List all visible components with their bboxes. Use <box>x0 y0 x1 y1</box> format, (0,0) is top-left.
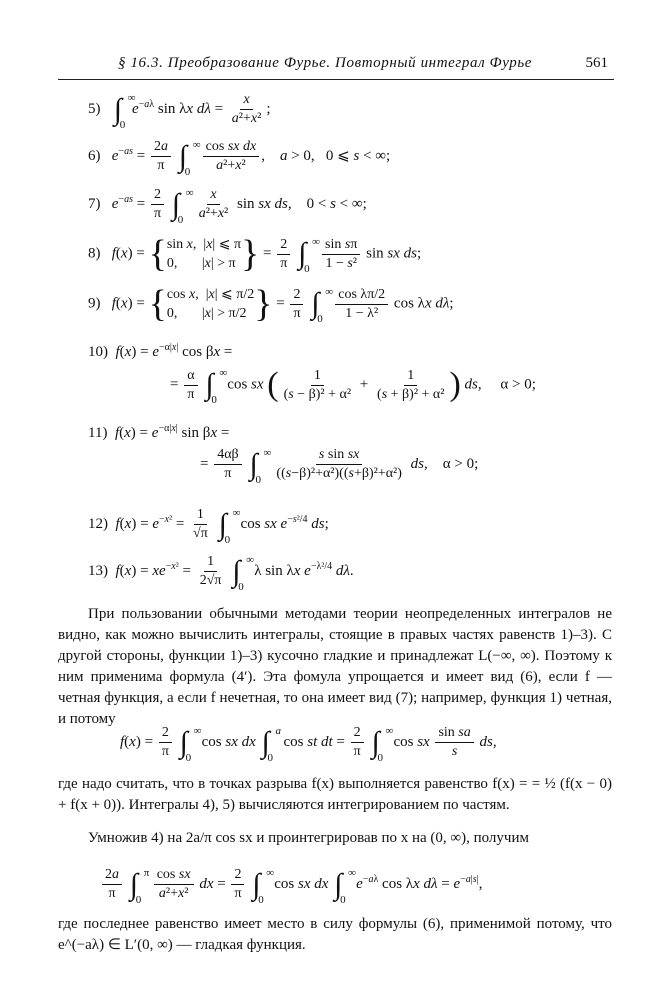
paragraph-3: Умножив 4) на 2a/π cos sx и проинтегрировав по x на (0, ∞), получим <box>88 830 529 846</box>
formula-11: 11) $f(x) = e^{-\alpha|x|}$ sin βx = <box>88 423 230 441</box>
formula-label: 10) <box>88 344 108 360</box>
page-number: 561 <box>585 55 608 71</box>
formula-label: 7) <box>88 195 101 212</box>
display-formula-1: f(x) = $\frac{2}{\pi}$ ∫ ∞ 0 cos sx dx ∫ a 0 cos st dt = $\frac{2}{\pi}$ ∫ ∞ 0 cos sx $\frac{\text{sin sa}}{s}$ ds, <box>120 724 497 764</box>
formula-6: 6) $e^{-as}$ = $\frac{2a}{\pi}$ ∫ ∞ 0 $\frac{\text{cos sx dx}}{\text{a²+x²}}$ , a > 0, 0 ⩽ s < ∞; <box>88 138 391 178</box>
formula-5: 5) ∫ ∞ 0 $e^{-a\lambda}$ sin λx dλ = $\frac{x}{\text{a²+x²}}$ ; <box>88 91 271 131</box>
formula-10-cont: = $\frac{\alpha}{\pi}$ ∫ ∞ 0 cos sx ( $\frac{1}{\text{(s − β)² + α²}}$ + $\frac{1}{\text{(s + β)² + α²}}$ ) ds, α > 0; <box>170 366 536 406</box>
running-title: § 16.3. Преобразование Фурье. Повторный интеграл Фурье <box>118 55 533 71</box>
formula-label: 5) <box>88 100 101 117</box>
formula-7: 7) $e^{-as}$ = $\frac{2}{\pi}$ ∫ ∞ 0 $\frac{x}{\text{a²+x²}}$ sin sx ds, 0 < s < ∞; <box>88 186 367 226</box>
formula-label: 12) <box>88 515 108 532</box>
display-formula-2: $\frac{2a}{\pi}$ ∫ π 0 $\frac{\text{cos sx}}{\text{a²+x²}}$ dx = $\frac{2}{\pi}$ ∫ ∞ 0 cos sx dx ∫ ∞ 0 $e^{-a\lambda}$ cos λx $d\lambda = e^{-a|s|}$, <box>100 868 482 901</box>
formula-label: 13) <box>88 562 108 579</box>
page-header <box>58 55 614 80</box>
paragraph-4: где последнее равенство имеет место в силу формулы (6), применимой потому, что e^(−aλ) ∈ L′(0, ∞) — гладкая функция. <box>58 916 612 953</box>
formula-label: 9) <box>88 295 101 312</box>
paragraph-2: где надо считать, что в точках разрыва f(x) выполняется равенство f(x) = = ½ (f(x − 0) + f(x + 0)). Интегралы 4), 5) вычисляются интегрированием по частям. <box>58 776 612 813</box>
formula-label: 8) <box>88 245 101 262</box>
formula-13: 13) $f(x) = xe^{-x^2}$ = $\frac{1}{2√\pi}$ ∫ ∞ 0 λ sin λx $e^{-\lambda^2/4}$ dλ. <box>88 553 354 593</box>
paragraph-1: При пользовании обычными методами теории неопределенных интегралов не видно, как можно вычислить интегралы, стоящие в правых частях равенств 1)–3). С другой стороны, функции 1)–3) кусочно гладкие и принадлежат L(−∞, ∞). Поэтому к ним применима формула (4′). Эта фомула упрощается и имеет вид (6), если f — четная функция, а если f нечетная, то она имеет вид (7); например, функция 1) четная, и потому <box>58 606 612 727</box>
formula-11-cont: = $\frac{4\alpha\beta}{\pi}$ ∫ ∞ 0 $\frac{\text{s sin sx}}{\text{((s−β)²+α²)((s+β)²+α²)}}$ ds, α > 0; <box>200 446 479 486</box>
formula-label: 11) <box>88 425 108 441</box>
formula-8: 8) f(x) = { sin x, |x| ⩽ π 0, |x| > π } = $\frac{2}{\pi}$ ∫ ∞ 0 $\frac{\text{sin sπ}}{\text{1 − s²}}$ sin sx ds; <box>88 233 422 275</box>
formula-10: 10) $f(x) = e^{-\alpha|x|}$ cos βx = <box>88 342 233 360</box>
formula-label: 6) <box>88 147 101 164</box>
formula-12: 12) $f(x) = e^{-x^2}$ = $\frac{1}{√\pi}$ ∫ ∞ 0 cos sx $e^{-s^2/4}$ ds; <box>88 506 329 546</box>
formula-9: 9) f(x) = { cos x, |x| ⩽ π/2 0, |x| > π/2 } = $\frac{2}{\pi}$ ∫ ∞ 0 $\frac{\text{cos λπ/2}}{\text{1 − λ²}}$ cos λx dλ; <box>88 283 454 325</box>
